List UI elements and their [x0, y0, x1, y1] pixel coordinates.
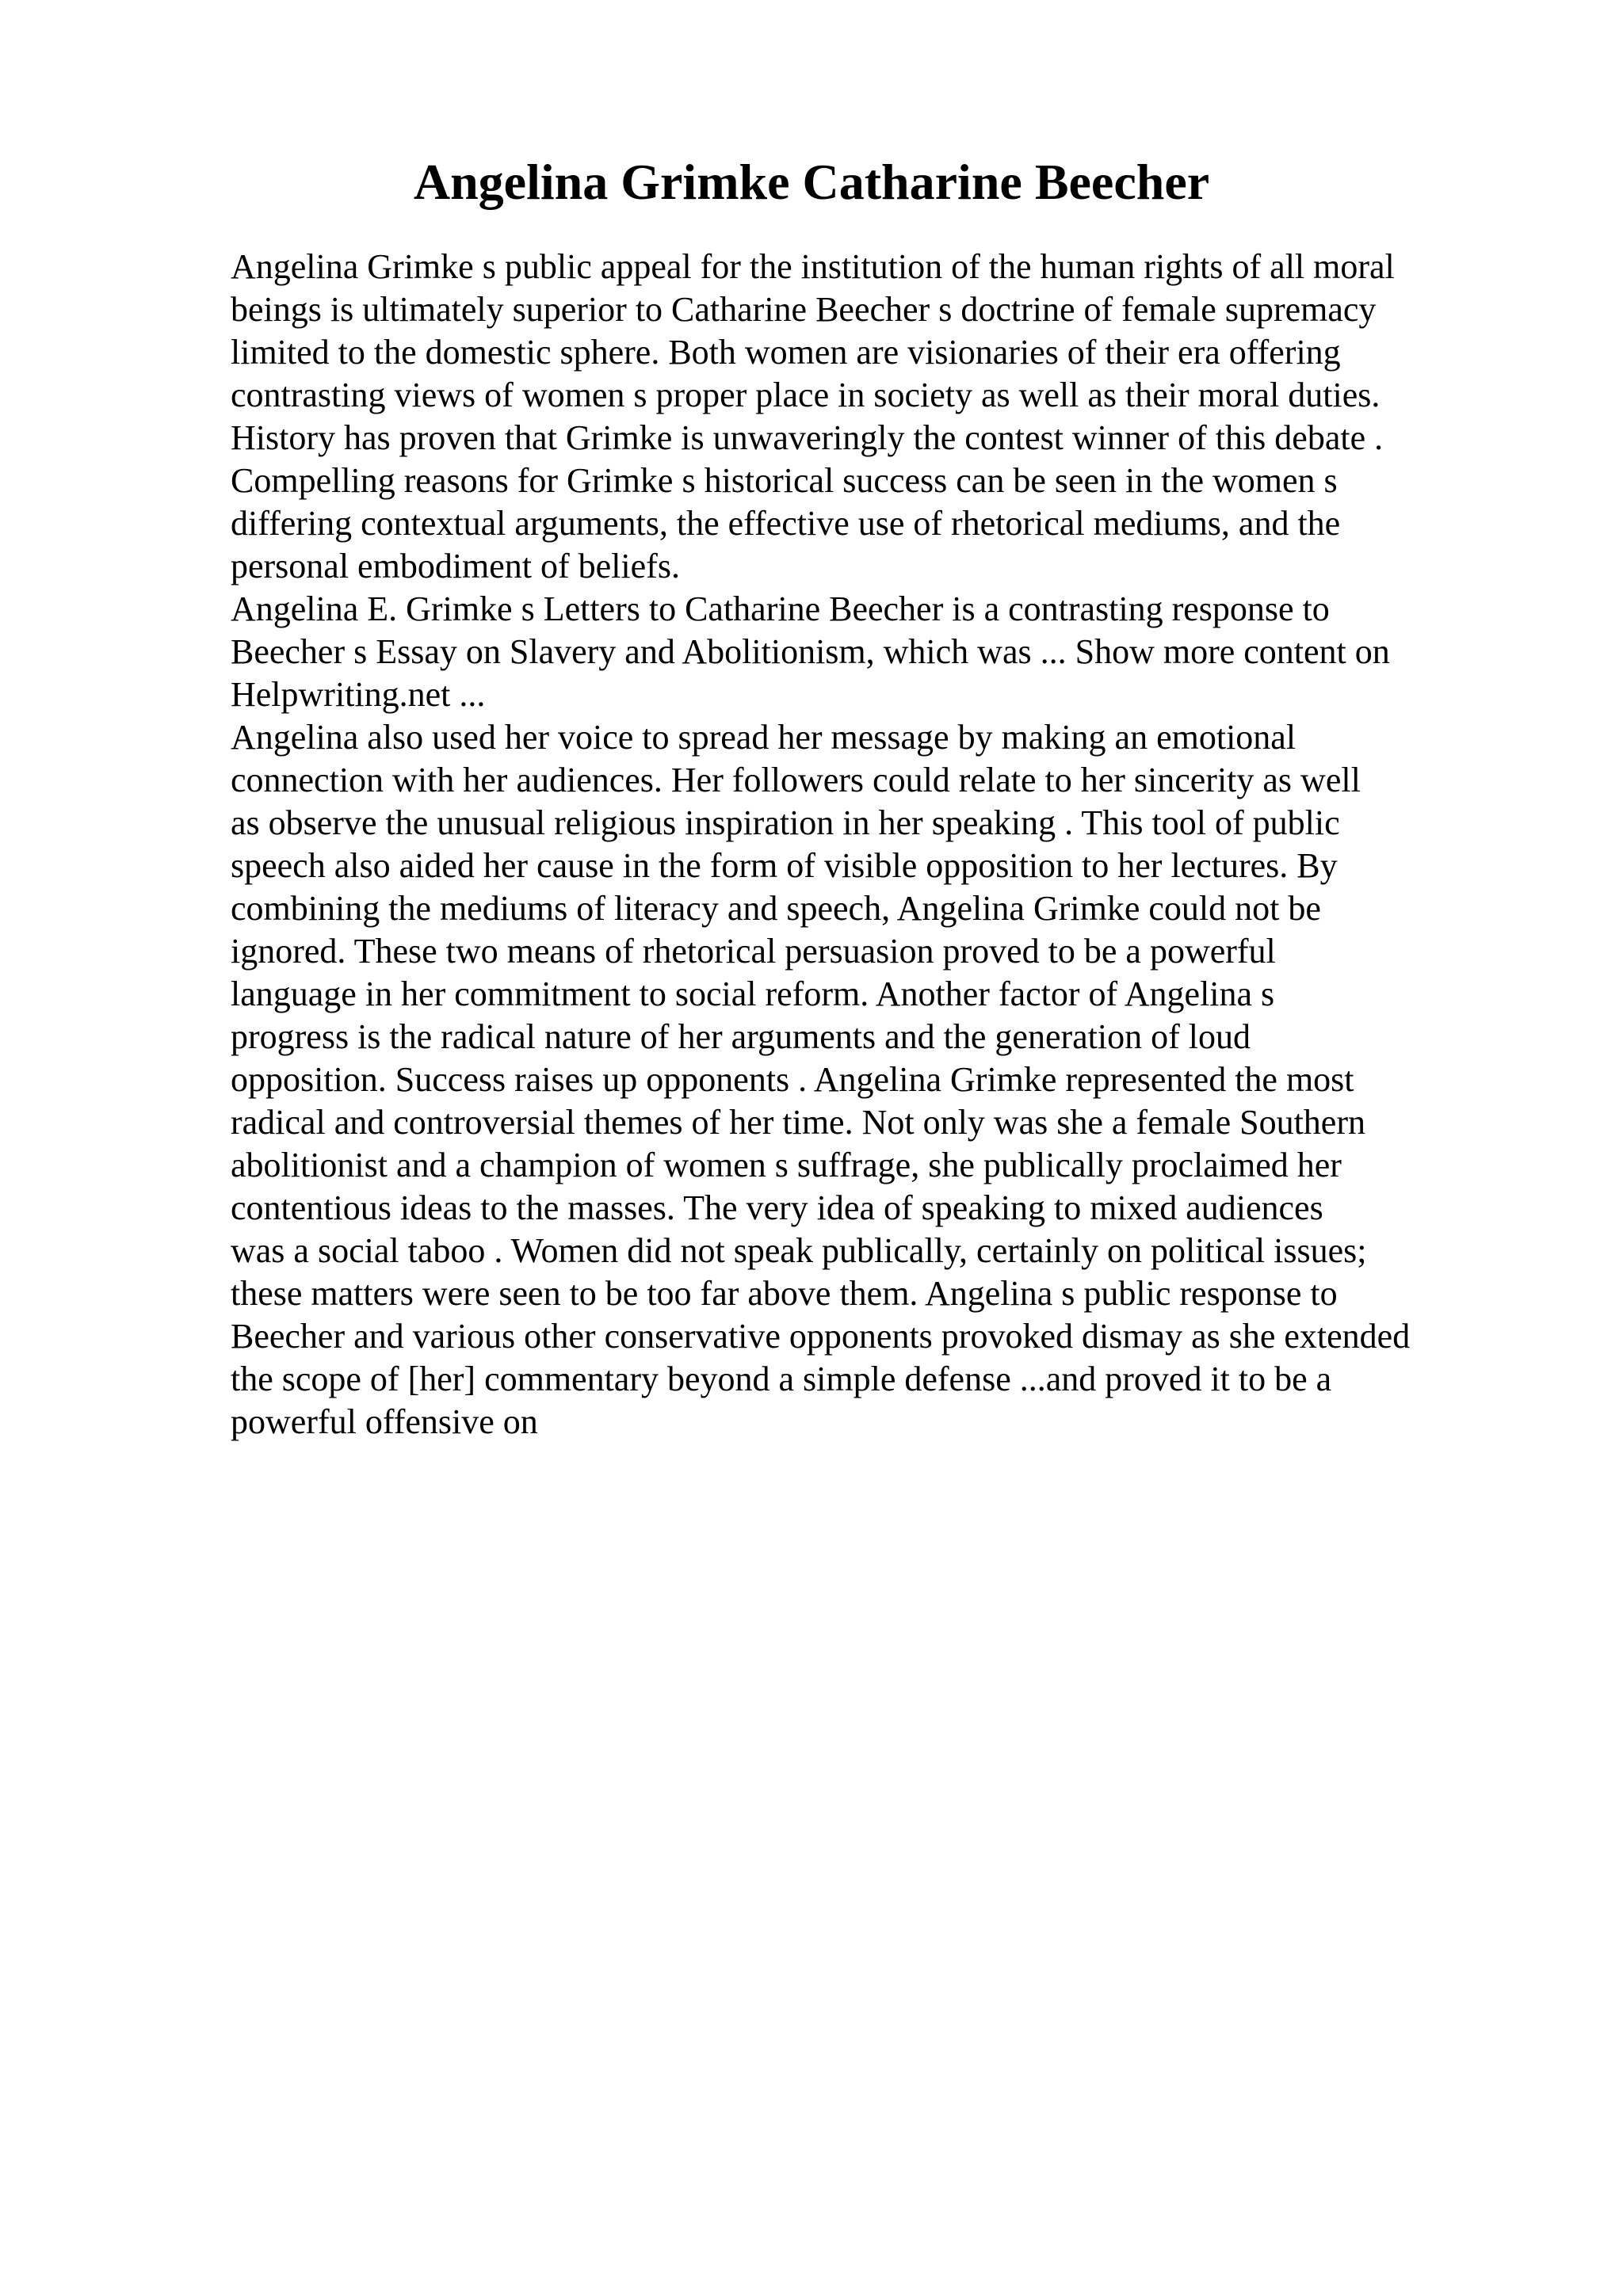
body-line: Beecher s Essay on Slavery and Abolitionism, which was ... Show more content on — [231, 632, 1390, 671]
body-line: Angelina E. Grimke s Letters to Catharine Beecher is a contrasting response to — [231, 589, 1330, 628]
body-line: personal embodiment of beliefs. — [231, 547, 680, 585]
body-line: differing contextual arguments, the effective use of rhetorical mediums, and the — [231, 504, 1341, 543]
body-line: powerful offensive on — [231, 1402, 538, 1441]
body-line: combining the mediums of literacy and speech, Angelina Grimke could not be — [231, 889, 1321, 928]
body-line: the scope of [her] commentary beyond a simple defense ...and proved it to be a — [231, 1360, 1332, 1398]
body-line: speech also aided her cause in the form of visible opposition to her lectures. By — [231, 846, 1338, 885]
document-title: Angelina Grimke Catharine Beecher — [413, 154, 1210, 210]
body-line: Compelling reasons for Grimke s historical success can be seen in the women s — [231, 461, 1338, 500]
body-line: Angelina also used her voice to spread her message by making an emotional — [231, 718, 1296, 757]
body-line: was a social taboo . Women did not speak publically, certainly on political issues; — [231, 1231, 1367, 1270]
body-line: Helpwriting.net ... — [231, 675, 486, 714]
body-line: progress is the radical nature of her arguments and the generation of loud — [231, 1017, 1251, 1056]
body-line: History has proven that Grimke is unwaveringly the contest winner of this debate . — [231, 418, 1384, 457]
body-line: radical and controversial themes of her time. Not only was she a female Southern — [231, 1103, 1365, 1142]
body-line: Beecher and various other conservative opponents provoked dismay as she extended — [231, 1317, 1411, 1356]
body-line: these matters were seen to be too far above them. Angelina s public response to — [231, 1274, 1338, 1313]
body-line: contrasting views of women s proper place in society as well as their moral duties. — [231, 376, 1381, 414]
body-line: language in her commitment to social reform. Another factor of Angelina s — [231, 974, 1275, 1013]
body-line: beings is ultimately superior to Catharine Beecher s doctrine of female supremacy — [231, 290, 1377, 329]
body-line: opposition. Success raises up opponents . Angelina Grimke represented the most — [231, 1060, 1354, 1099]
body-line: as observe the unusual religious inspiration in her speaking . This tool of public — [231, 803, 1340, 842]
body-line: limited to the domestic sphere. Both women are visionaries of their era offering — [231, 333, 1341, 372]
body-line: contentious ideas to the masses. The very idea of speaking to mixed audiences — [231, 1188, 1323, 1227]
body-line: abolitionist and a champion of women s suffrage, she publically proclaimed her — [231, 1146, 1342, 1184]
body-line: ignored. These two means of rhetorical persuasion proved to be a powerful — [231, 932, 1276, 971]
document-body — [231, 246, 1483, 1444]
body-line: connection with her audiences. Her followers could relate to her sincerity as well — [231, 761, 1361, 799]
body-line: Angelina Grimke s public appeal for the institution of the human rights of all moral — [231, 247, 1395, 286]
